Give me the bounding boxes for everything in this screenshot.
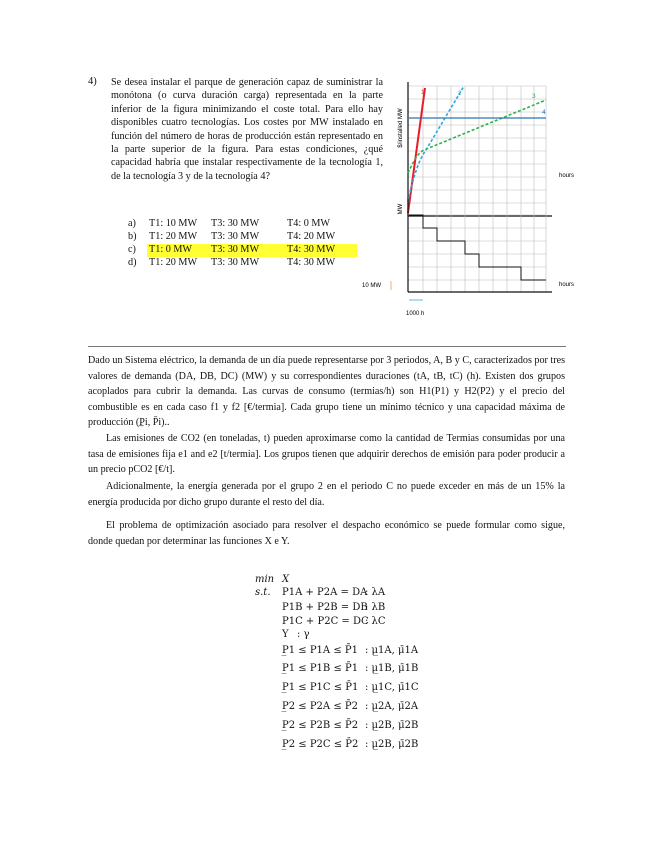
option-t4: T4: 30 MW xyxy=(287,257,336,268)
paragraph-formulation: El problema de optimización asociado para resolver el despacho económico se puede formular como sigue, donde quedan por determinar las funciones X e Y. xyxy=(88,520,565,547)
constraint-expr: P̲2 ≤ P2C ≤ P̄2 xyxy=(282,739,359,750)
answer-options xyxy=(128,218,358,270)
constraint-dual: : γ xyxy=(297,629,310,640)
top-y-label: $/installed MW xyxy=(398,108,404,148)
objective: X xyxy=(282,574,290,585)
constraint-dual: : λB xyxy=(365,602,386,613)
constraint-dual: : μ̲2B, μ̄2B xyxy=(365,720,419,731)
constraint-expr: P1B + P2B = DB xyxy=(282,602,368,613)
option-t3: T3: 30 MW xyxy=(211,257,260,268)
constraint-expr: Y xyxy=(282,629,289,640)
option-t1: T1: 10 MW xyxy=(149,218,198,229)
option-letter: a) xyxy=(128,218,136,229)
paragraph-intro: Dado un Sistema eléctrico, la demanda de un día puede representarse por 3 periodos, A, B y C, caracterizados por tres valores de demanda (DA, DB, DC) (MW) y su correspondientes duraciones (tA, tB, tC) (h). Existen dos grupos acoplados para cubrir la demanda. Las curvas de consumo (termias/h) son H1(P1) y H2(P2) y el precio del combustible es en cada caso f1 y f2 [€/termia]. Cada grupo tiene un mínimo técnico y una capacidad máxima de producción (P̲i, P̄i).. xyxy=(88,355,565,429)
optimization-formulation xyxy=(255,574,515,764)
series-label-2: 2 xyxy=(458,90,462,97)
option-t1: T1: 20 MW xyxy=(149,231,198,242)
constraint-dual: : λA xyxy=(365,587,386,598)
option-letter: b) xyxy=(128,231,137,242)
paragraph-constraint: Adicionalmente, la energía generada por el grupo 2 en el periodo C no puede exceder en más de un 15% la energía producida por dicho grupo durante el resto del día. xyxy=(88,481,565,508)
option-t3: T3: 30 MW xyxy=(211,244,260,255)
constraint-dual: : μ̲2B, μ̄2B xyxy=(365,739,419,750)
constraint-dual: : μ̲1B, μ̄1B xyxy=(365,663,419,674)
paragraph-emissions: Las emisiones de CO2 (en toneladas, t) pueden aproximarse como la cantidad de Termias consumidas por una tasa de emisiones fija e1 and e2 [t/termia]. Los grupos tienen que adquirir derechos de emisión para poder producir a un precio pCO2 [€/t]. xyxy=(88,433,565,476)
option-a xyxy=(128,218,358,231)
min-label: min xyxy=(255,574,275,585)
option-d xyxy=(128,257,358,270)
constraint-expr: P̲1 ≤ P1C ≤ P̄1 xyxy=(282,682,359,693)
constraint-expr: P̲1 ≤ P1A ≤ P̄1 xyxy=(282,645,358,656)
top-grid xyxy=(408,86,546,216)
bottom-x-label: hours xyxy=(559,282,575,288)
series-label-4: 4 xyxy=(542,109,546,116)
option-t4: T4: 0 MW xyxy=(287,218,331,229)
option-t1: T1: 0 MW xyxy=(149,244,193,255)
constraint-dual: : λC xyxy=(365,616,386,627)
question-text: Se desea instalar el parque de generación capaz de suministrar la monótona (o curva duración carga) representada en la parte inferior de la figura minimizando el coste total. Para ello hay disponibles cuatro tecnologías. Los costes por MW instalado en función del número de horas de producción están representado en la parte superior de la figura. Para estas condiciones, ¿qué capacidad habría que instalar respectivamente de la tecnología 1, de la tecnología 3 y de la tecnología 4? xyxy=(111,77,383,182)
option-t4: T4: 30 MW xyxy=(287,244,336,255)
constraint-dual: : μ̲2A, μ̄2A xyxy=(365,701,419,712)
option-letter: c) xyxy=(128,244,136,255)
series-label-3: 3 xyxy=(532,93,536,100)
section-divider xyxy=(88,346,566,347)
constraint-dual: : μ̲1C, μ̄1C xyxy=(365,682,419,693)
option-letter: d) xyxy=(128,257,137,268)
st-label: s.t. xyxy=(255,587,271,598)
option-t1: T1: 20 MW xyxy=(149,257,198,268)
series-label-1: 1 xyxy=(421,89,425,96)
series-line-3 xyxy=(408,100,546,173)
option-b xyxy=(128,231,358,244)
constraint-expr: P1C + P2C = DC xyxy=(282,616,369,627)
constraint-expr: P1A + P2A = DA xyxy=(282,587,368,598)
option-c xyxy=(128,244,358,257)
constraint-dual: : μ̲1A, μ̄1A xyxy=(365,645,419,656)
load-duration-curve xyxy=(409,215,546,280)
top-x-label: hours xyxy=(559,173,575,179)
constraint-expr: P̲1 ≤ P1B ≤ P̄1 xyxy=(282,663,359,674)
constraint-expr: P̲2 ≤ P2A ≤ P̄2 xyxy=(282,701,358,712)
constraint-expr: P̲2 ≤ P2B ≤ P̄2 xyxy=(282,720,359,731)
screening-curve-figure xyxy=(362,78,577,320)
scale-x-label: 1000 h xyxy=(406,311,425,317)
option-t3: T3: 30 MW xyxy=(211,231,260,242)
question-number: 4) xyxy=(88,76,97,87)
bottom-y-label: MW xyxy=(398,203,404,215)
option-t3: T3: 30 MW xyxy=(211,218,260,229)
option-t4: T4: 20 MW xyxy=(287,231,336,242)
scale-y-label: 10 MW xyxy=(362,283,382,289)
